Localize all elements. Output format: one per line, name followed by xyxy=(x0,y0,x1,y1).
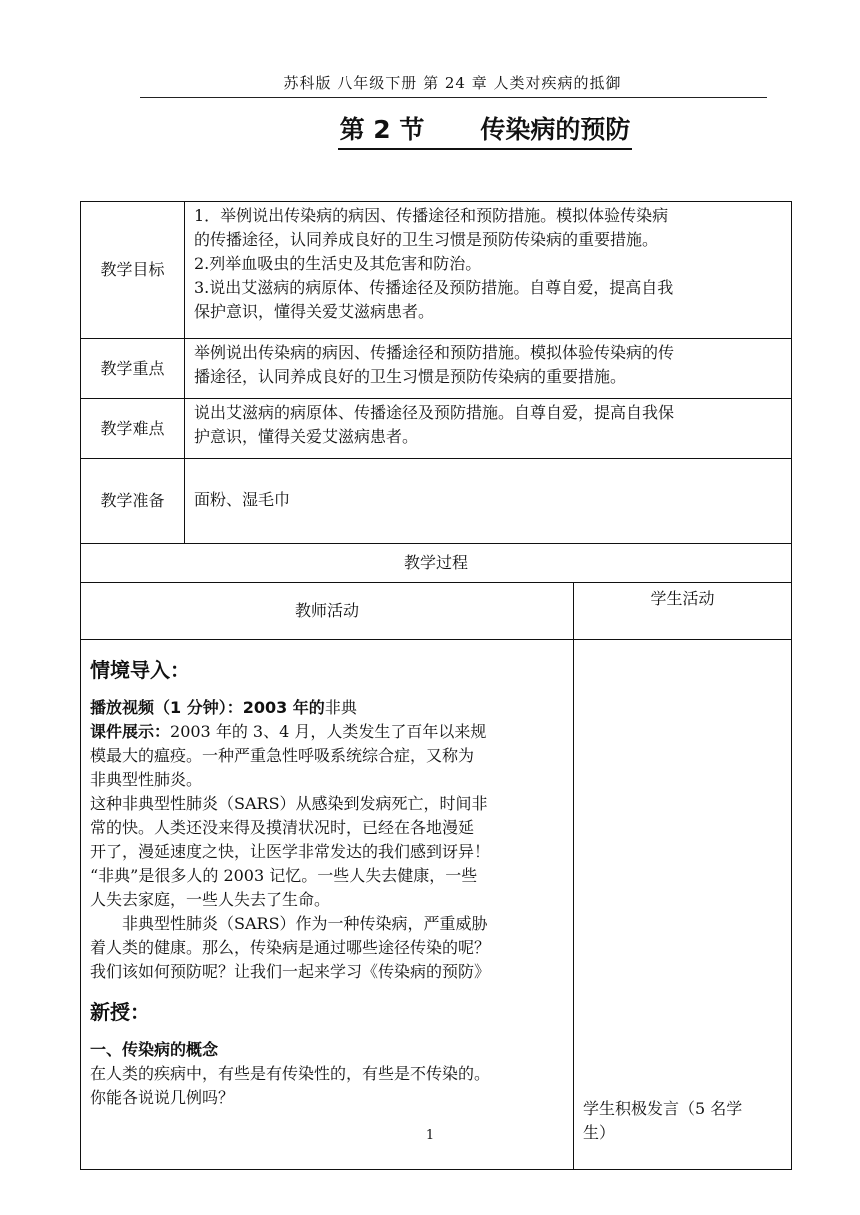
difficulty-label: 教学难点 xyxy=(81,399,185,459)
student-line: 生） xyxy=(583,1123,616,1142)
p1-line: 2003 年的 3、4 月，人类发生了百年以来规 xyxy=(170,722,487,741)
page-number: 1 xyxy=(425,1128,435,1143)
p2-line: 这种非典型性肺炎（SARS）从感染到发病死亡，时间非 xyxy=(90,794,488,813)
lesson-plan-table xyxy=(80,201,792,1170)
header-rule xyxy=(140,97,767,98)
goal-label: 教学目标 xyxy=(81,202,185,339)
concept-paragraph xyxy=(90,1062,565,1110)
teacher-activity-content xyxy=(81,640,574,1170)
p3-line: 着人类的健康。那么，传染病是通过哪些途径传染的呢？ xyxy=(90,938,491,957)
concept-line: 在人类的疾病中，有些是有传染性的，有些是不传染的。 xyxy=(90,1064,491,1083)
courseware-paragraph xyxy=(90,720,565,792)
title-section: 第 2 节 xyxy=(339,115,425,144)
goal-line: 3.说出艾滋病的病原体、传播途径及预防措施。自尊自爱，提高自我 xyxy=(194,278,674,297)
p2-line: 常的快。人类还没来得及摸清状况时，已经在各地漫延 xyxy=(90,818,475,837)
prep-label: 教学准备 xyxy=(81,459,185,544)
key-content xyxy=(185,339,792,399)
activity-header-row xyxy=(81,583,792,640)
video-line xyxy=(90,696,565,720)
p1-line: 模最大的瘟疫。一种严重急性呼吸系统综合症，又称为 xyxy=(90,746,475,765)
p1-line: 非典型性肺炎。 xyxy=(90,770,203,789)
process-label: 教学过程 xyxy=(81,544,792,583)
prep-row xyxy=(81,459,792,544)
video-label: 播放视频（1 分钟）：2003 年的 xyxy=(90,698,325,717)
goal-content xyxy=(185,202,792,339)
p2-line: “非典”是很多人的 2003 记忆。一些人失去健康，一些 xyxy=(90,866,478,885)
difficulty-row xyxy=(81,399,792,459)
key-label: 教学重点 xyxy=(81,339,185,399)
difficulty-content xyxy=(185,399,792,459)
goal-row xyxy=(81,202,792,339)
goal-line: 的传播途径，认同养成良好的卫生习惯是预防传染病的重要措施。 xyxy=(194,230,659,249)
goal-line: 保护意识，懂得关爱艾滋病患者。 xyxy=(194,302,435,321)
teacher-activity-header: 教师活动 xyxy=(81,583,574,640)
intro-heading: 情境导入： xyxy=(90,658,190,682)
new-lesson-heading: 新授： xyxy=(90,1000,150,1024)
difficulty-line: 护意识，懂得关爱艾滋病患者。 xyxy=(194,427,419,446)
student-activity-header: 学生活动 xyxy=(574,583,792,640)
goal-line: 1．举例说出传染病的病因、传播途径和预防措施。模拟体验传染病 xyxy=(194,206,669,225)
prep-content: 面粉、湿毛巾 xyxy=(185,459,792,544)
process-row xyxy=(81,544,792,583)
courseware-label: 课件展示： xyxy=(90,722,171,741)
sars-paragraph xyxy=(90,792,565,912)
concept-line: 你能各说说几例吗？ xyxy=(90,1088,235,1107)
key-line: 播途径，认同养成良好的卫生习惯是预防传染病的重要措施。 xyxy=(194,367,627,386)
activity-row xyxy=(81,640,792,1170)
running-header: 苏科版 八年级下册 第 24 章 人类对疾病的抵御 xyxy=(283,74,622,92)
student-line: 学生积极发言（5 名学 xyxy=(583,1099,743,1118)
concept-heading: 一、传染病的概念 xyxy=(90,1040,219,1059)
video-topic: 非典 xyxy=(324,698,357,717)
p3-line: 我们该如何预防呢？让我们一起来学习《传染病的预防》 xyxy=(90,962,491,981)
question-paragraph xyxy=(90,912,565,984)
student-activity-content xyxy=(574,640,792,1170)
key-row xyxy=(81,339,792,399)
p2-line: 人失去家庭，一些人失去了生命。 xyxy=(90,890,331,909)
key-line: 举例说出传染病的病因、传播途径和预防措施。模拟体验传染病的传 xyxy=(194,343,675,362)
difficulty-line: 说出艾滋病的病原体、传播途径及预防措施。自尊自爱，提高自我保 xyxy=(194,403,675,422)
p2-line: 开了，漫延速度之快，让医学非常发达的我们感到讶异！ xyxy=(90,842,491,861)
p3-line: 非典型性肺炎（SARS）作为一种传染病，严重威胁 xyxy=(122,914,488,933)
page-title xyxy=(0,110,860,150)
goal-line: 2.列举血吸虫的生活史及其危害和防治。 xyxy=(194,254,482,273)
title-name: 传染病的预防 xyxy=(480,115,631,144)
